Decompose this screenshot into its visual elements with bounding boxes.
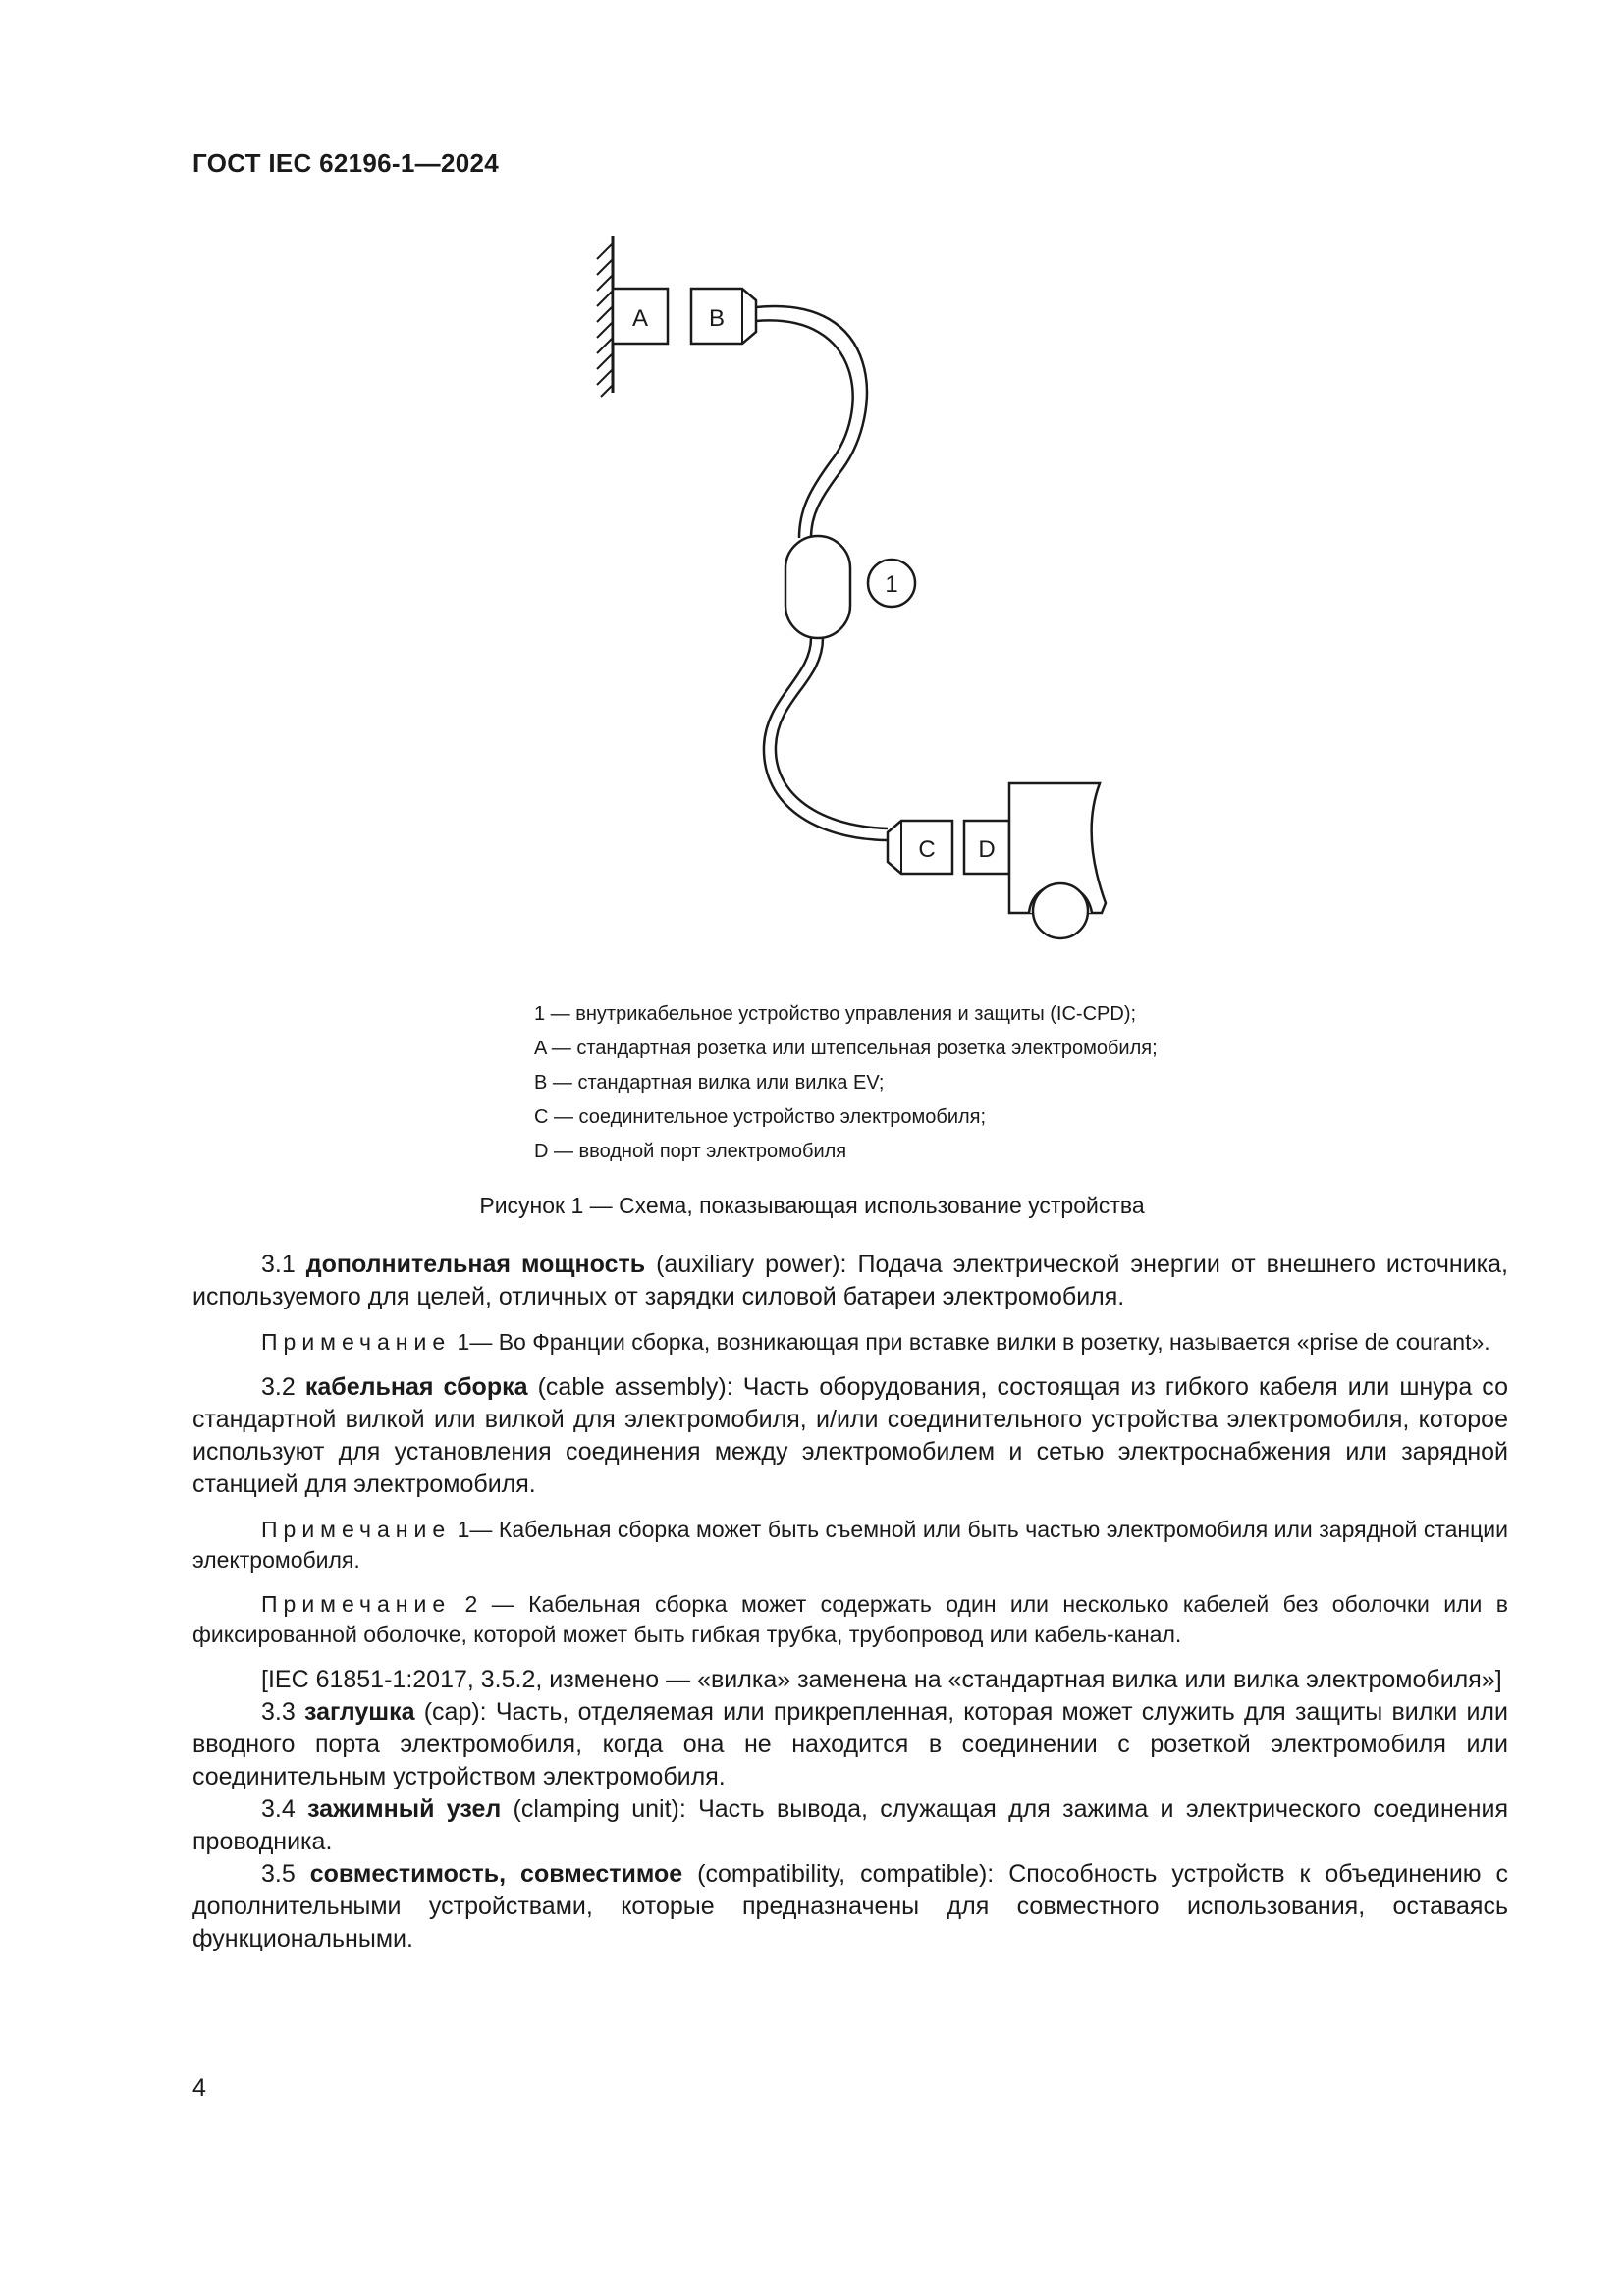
note-text: 1— Во Франции сборка, возникающая при вставке вилки в розетку, называется «prise de courant». xyxy=(451,1329,1490,1355)
figure-legend xyxy=(534,997,1158,1169)
document-header: ГОСТ IEC 62196-1—2024 xyxy=(192,148,499,178)
cable-lower xyxy=(764,638,888,840)
legend-item: D — вводной порт электромобиля xyxy=(534,1141,847,1162)
note-3-2-1 xyxy=(192,1515,1508,1575)
cable-upper xyxy=(756,306,867,538)
definition-text: (clamping unit): Часть вывода, служащая для зажима и электрического соединения проводника. xyxy=(192,1795,1508,1855)
clause-number: 3.5 xyxy=(261,1860,310,1888)
ic-cpd-device xyxy=(785,536,850,638)
note-3-1 xyxy=(192,1327,1508,1358)
clause-number: 3.3 xyxy=(261,1698,304,1726)
label-1: 1 xyxy=(885,571,898,598)
wall xyxy=(597,236,613,397)
definition-text: (cable assembly): Часть оборудования, состоящая из гибкого кабеля или шнура со стандартной вилкой или вилкой для электромобиля, и/или соединительного устройства электромобиля, которое используют для установления соединения между электромобилем и сетью электроснабжения или зарядной станцией для электромобиля. xyxy=(192,1373,1508,1498)
definition-text: (compatibility, compatible): Способность устройств к объединению с дополнительными устройствами, которые предназначены для совместного использования, оставаясь функциональными. xyxy=(192,1860,1508,1952)
label-d: D xyxy=(978,836,996,863)
label-b: B xyxy=(708,305,726,332)
label-c: C xyxy=(918,836,936,863)
term: совместимость, совместимое xyxy=(309,1860,683,1888)
note-label: Примечание xyxy=(261,1517,452,1542)
document-body xyxy=(192,1249,1508,1955)
label-a: A xyxy=(631,305,649,332)
definition-3-1 xyxy=(192,1249,1508,1313)
term: зажимный узел xyxy=(307,1795,502,1823)
figure-diagram xyxy=(569,226,1139,952)
clause-number: 3.2 xyxy=(261,1373,305,1401)
clause-number: 3.1 xyxy=(261,1251,306,1278)
vehicle-wheel xyxy=(1033,883,1088,938)
reference-note: [IEC 61851-1:2017, 3.5.2, изменено — «вилка» заменена на «стандартная вилка или вилка электромобиля»] xyxy=(261,1666,1502,1693)
clause-number: 3.4 xyxy=(261,1795,308,1823)
definition-text: (auxiliary power): Подача электрической энергии от внешнего источника, используемого для целей, отличных от зарядки силовой батареи электромобиля. xyxy=(192,1251,1509,1310)
definition-3-3 xyxy=(192,1696,1508,1793)
definition-3-2 xyxy=(192,1371,1508,1501)
definition-text: (cap): Часть, отделяемая или прикрепленная, которая может служить для защиты вилки или вводного порта электромобиля, когда она не находится в соединении с розеткой электромобиля или соединительным устройством электромобиля. xyxy=(192,1698,1508,1790)
legend-item: B — стандартная вилка или вилка EV; xyxy=(534,1072,885,1094)
figure-caption: Рисунок 1 — Схема, показывающая использование устройства xyxy=(479,1193,1145,1218)
note-3-2-2 xyxy=(192,1589,1508,1650)
note-text: 1— Кабельная сборка может быть съемной или быть частью электромобиля или зарядной станции электромобиля. xyxy=(192,1517,1508,1573)
legend-item: 1 — внутрикабельное устройство управления и защиты (IC-CPD); xyxy=(534,1003,1137,1025)
note-label: Примечание xyxy=(261,1591,452,1617)
note-label: Примечание xyxy=(261,1329,452,1355)
definition-3-5 xyxy=(192,1858,1508,1955)
legend-item: A — стандартная розетка или штепсельная розетка электромобиля; xyxy=(534,1038,1158,1059)
legend-item: C — соединительное устройство электромобиля; xyxy=(534,1106,987,1128)
note-text: 2 — Кабельная сборка может содержать один или несколько кабелей без оболочки или в фиксированной оболочке, которой может быть гибкая трубка, трубопровод или кабель-канал. xyxy=(192,1591,1508,1647)
term: кабельная сборка xyxy=(304,1373,528,1401)
term: дополнительная мощность xyxy=(305,1251,646,1278)
definition-3-4 xyxy=(192,1793,1508,1858)
charging-schematic xyxy=(569,226,1139,952)
page-number: 4 xyxy=(192,2074,206,2102)
term: заглушка xyxy=(303,1698,415,1726)
